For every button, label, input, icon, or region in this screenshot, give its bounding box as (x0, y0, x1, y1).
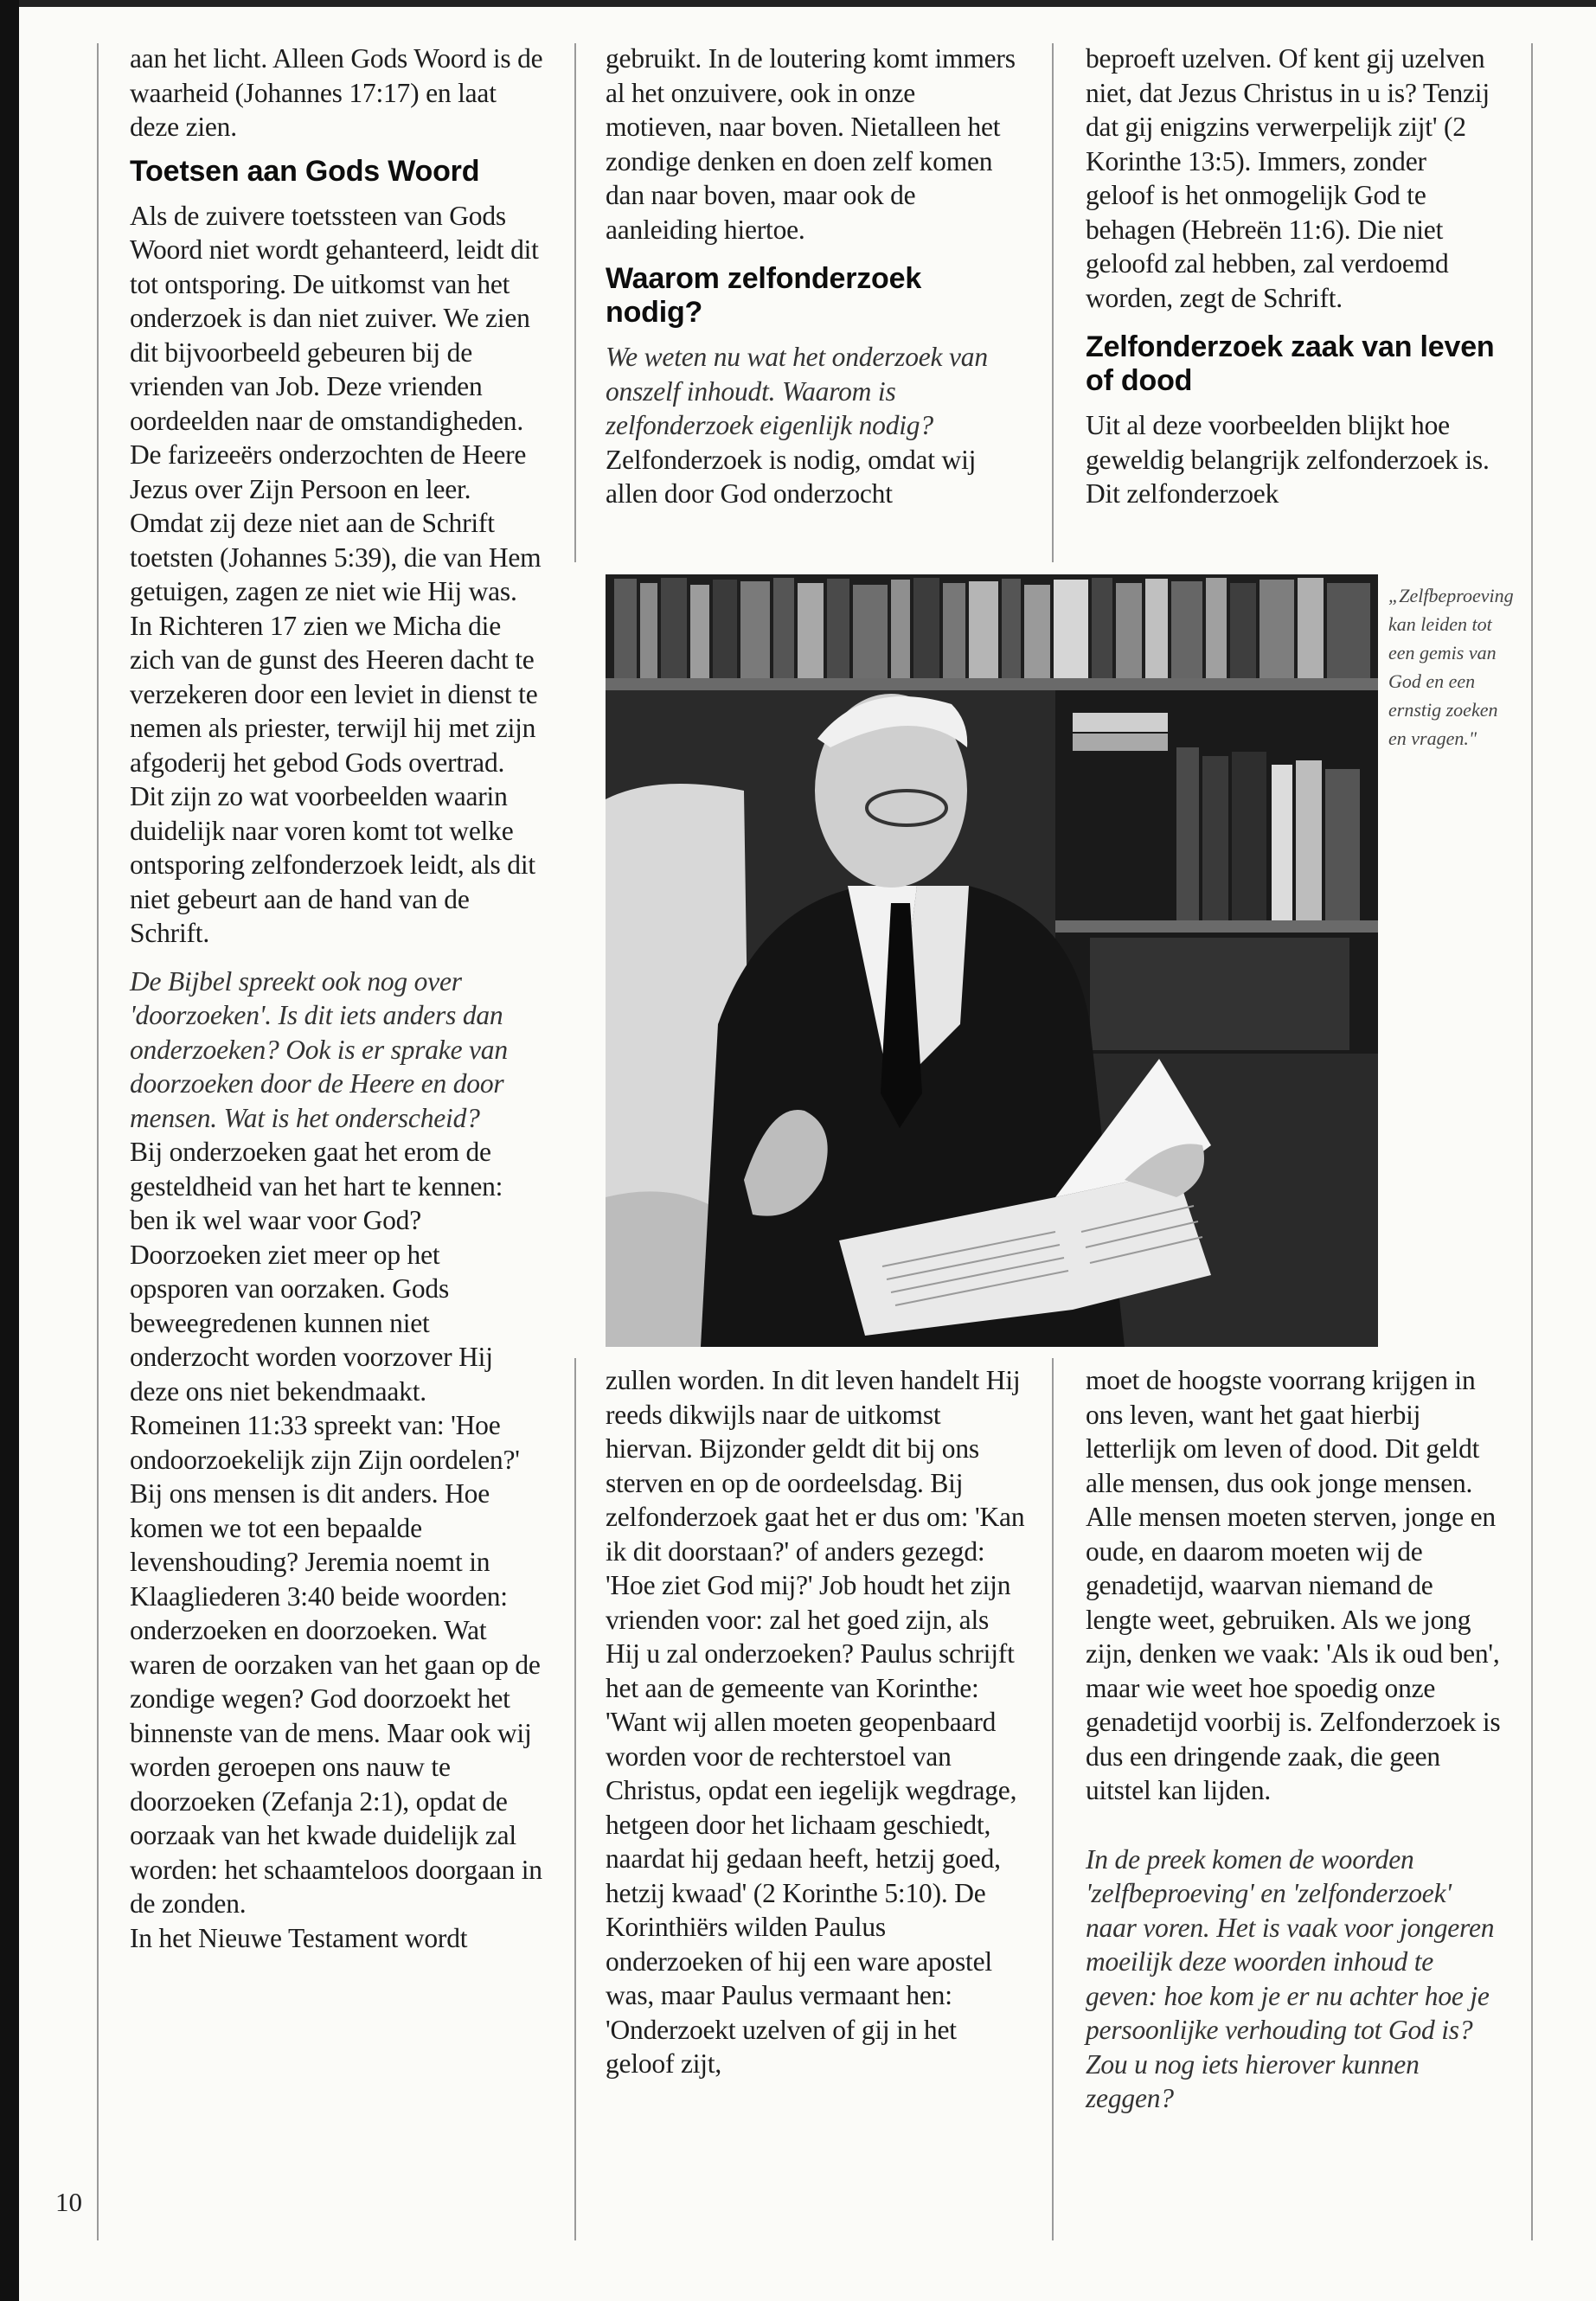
photo-caption: „Zelfbeproeving kan leiden tot een gemis van God en een ernstig zoeken en vragen." (1388, 585, 1514, 749)
scan-edge-left (0, 0, 19, 2301)
col3-question: In de preek komen de woorden 'zelfbeproeving' en 'zelfonderzoek' naar voren. Het is vaak voor jongeren moeilijk deze woorden inhoud te geven: hoe kom je er nu achter hoe je persoonlijke verhouding tot God is? Zou u nog iets hierover kunnen zeggen? (1086, 1843, 1495, 2113)
column-rule-1b (574, 1358, 576, 2240)
column-1 (130, 42, 543, 1955)
col1-paragraph-4: In het Nieuwe Testament wordt (130, 1922, 468, 1953)
col1-question: De Bijbel spreekt ook nog over 'doorzoeken'. Is dit iets anders dan onderzoeken? Ook is er sprake van doorzoeken door de Heere en door mensen. Wat is het onderscheid? (130, 965, 508, 1133)
heading-toetsen: Toetsen aan Gods Woord (130, 154, 480, 188)
column-rule-1 (574, 43, 576, 562)
bookshelf-right (1055, 690, 1378, 1054)
col1-paragraph-2: Als de zuivere toetssteen van Gods Woord niet wordt gehanteerd, leidt dit tot ontsporing. De uitkomst van het onderzoek is dan niet zuiver. We zien dit bijvoorbeeld gebeuren bij de vrienden van Job. Deze vrienden oordeelden naar de omstandigheden. De farizeeërs onderzochten de Heere Jezus over Zijn Persoon en leer. Omdat zij deze niet aan de Schrift toetsten (Johannes 5:39), die van Hem getuigen, zagen ze niet wie Hij was. In Richteren 17 zien we Micha die zich van de gunst des Heeren dacht te verzekeren door een leviet in dienst te nemen als priester, terwijl hij met zijn afgoderij het gebod Gods overtrad. Dit zijn zo wat voorbeelden waarin duidelijk naar voren komt tot welke ontsporing zelfonderzoek leidt, als dit niet gebeurt aan de hand van de Schrift. (130, 200, 542, 948)
col3-paragraph-1: beproeft uzelven. Of kent gij uzelven niet, dat Jezus Christus in u is? Tenzij dat gij enigzins verwerpelijk zijt' (2 Korinthe 13:5). Immers, zonder geloof is het onmogelijk God te behagen (Hebreën 11:6). Die niet geloofd zal hebben, zal verdoemd worden, zegt de Schrift. (1086, 43, 1490, 313)
column-rule-2 (1052, 43, 1054, 562)
col3-bottom-paragraph: moet de hoogste voorrang krijgen in ons leven, want het gaat hierbij letterlijk om leven of dood. Dit geldt alle mensen, dus ook jonge mensen. Alle mensen moeten sterven, jonge en oude, en daarom moeten wij de genadetijd, waarvan niemand de lengte weet, gebruiken. Als we jong zijn, denken we vaak: 'Als ik oud ben', maar wie weet hoe spoedig onze genadetijd voorbij is. Zelfonderzoek is dus een dringende zaak, die geen uitstel kan lijden. (1086, 1365, 1501, 1805)
column-2-bottom (606, 1363, 1025, 2081)
col2-bottom-paragraph: zullen worden. In dit leven handelt Hij reeds dikwijls naar de uitkomst hiervan. Bijzonder geldt dit bij ons sterven en op de oordeelsdag. Bij zelfonderzoek gaat het er dus om: 'Kan ik dit doorstaan?' of anders gezegd: 'Hoe ziet God mij?' Job houdt het zijn vrienden voor: zal het goed zijn, als Hij u zal onderzoeken? Paulus schrijft het aan de gemeente van Korinthe: 'Want wij allen moeten geopenbaard worden voor de rechterstoel van Christus, opdat een iegelijk wegdrage, hetgeen door het lichaam geschiedt, naardat hij gedaan heeft, hetzij goed, hetzij kwaad' (2 Korinthe 5:10). De Korinthiërs wilden Paulus onderzoeken of hij een ware apostel was, maar Paulus vermaant hen: 'Onderzoekt uzelven of gij in het geloof zijt, (606, 1365, 1025, 2079)
column-rule-left (97, 43, 99, 2240)
scan-edge-top (0, 0, 1596, 7)
col2-paragraph-1: gebruikt. In de loutering komt immers al het onzuivere, ook in onze motieven, naar boven. Nietalleen het zondige denken en doen zelf komen dan naar boven, maar ook de aanleiding hiertoe. (606, 43, 1016, 245)
column-3-bottom (1086, 1363, 1501, 2116)
bookshelf-top (606, 574, 1378, 690)
page-number: 10 (55, 2187, 82, 2217)
col2-question: We weten nu wat het onderzoek van onszelf inhoudt. Waarom is zelfonderzoek eigenlijk nodig? (606, 342, 988, 440)
column-3-top (1086, 42, 1501, 511)
col1-paragraph-1: aan het licht. Alleen Gods Woord is de waarheid (Johannes 17:17) en laat deze zien. (130, 43, 543, 142)
col1-paragraph-3: Bij onderzoeken gaat het erom de gesteldheid van het hart te kennen: ben ik wel waar voor God? Doorzoeken ziet meer op het opsporen van oorzaken. Gods beweegredenen kunnen niet onderzocht worden voorzover Hij deze ons niet bekendmaakt. Romeinen 11:33 spreekt van: 'Hoe ondoorzoekelijk zijn Zijn oordelen?' Bij ons mensen is dit anders. Hoe komen we tot een bepaalde levenshouding? Jeremia noemt in Klaagliederen 3:40 beide woorden: onderzoeken en doorzoeken. Wat waren de oorzaken van het gaan op de zondige wegen? God doorzoekt het binnenste van de mens. Maar ook wij worden geroepen ons nauw te doorzoeken (Zefanja 2:1), opdat de oorzaak van het kwade duidelijk zal worden: het schaamteloos doorgaan in de zonden. (130, 1137, 542, 1919)
column-rule-right (1531, 43, 1533, 2240)
column-rule-2b (1052, 1358, 1054, 2240)
photo-man-reading (606, 574, 1378, 1347)
heading-waarom: Waarom zelfonderzoek nodig? (606, 262, 922, 329)
col2-paragraph-2: Zelfonderzoek is nodig, omdat wij allen door God onderzocht (606, 444, 977, 509)
col3-paragraph-2: Uit al deze voorbeelden blijkt hoe geweldig belangrijk zelfonderzoek is. Dit zelfonderzoek (1086, 410, 1490, 509)
column-2-top (606, 42, 1025, 511)
heading-zelfonderzoek: Zelfonderzoek zaak van leven of dood (1086, 330, 1495, 397)
photo-illustration (606, 574, 1378, 1347)
